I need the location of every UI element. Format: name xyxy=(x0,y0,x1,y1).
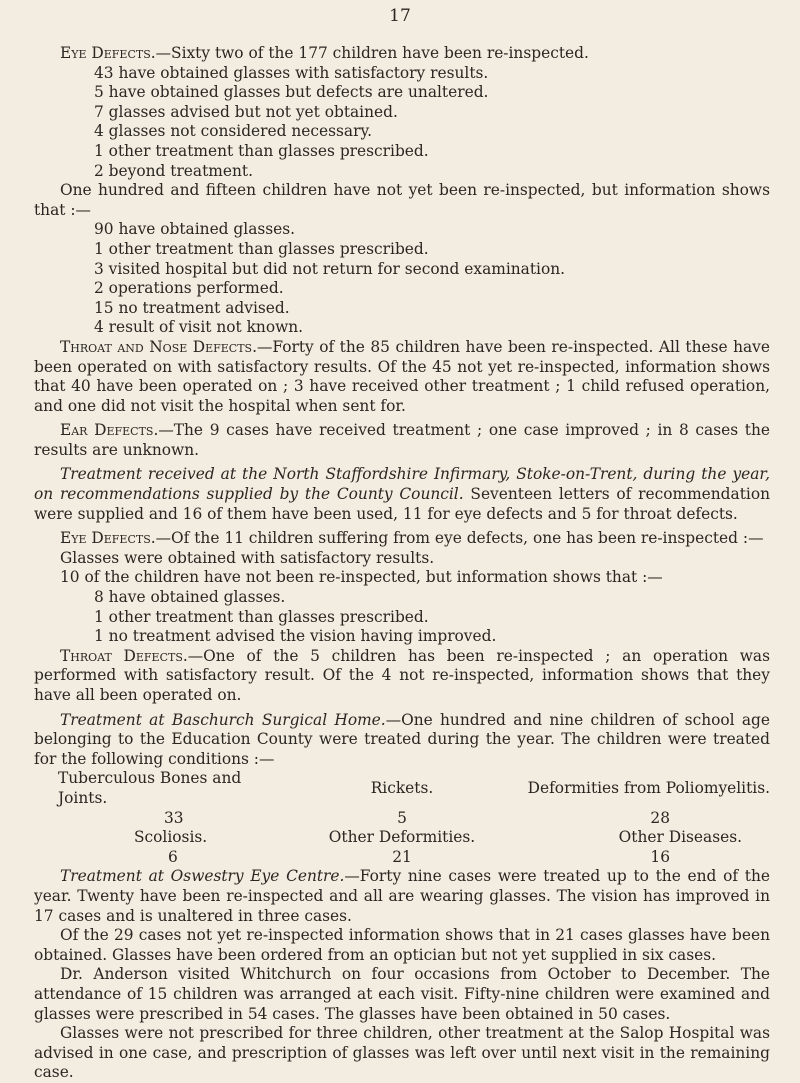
section-heading: Throat and Nose Defects. xyxy=(60,337,257,356)
list-item: Glasses were obtained with satisfactory results. xyxy=(60,548,435,567)
table-row xyxy=(34,809,770,829)
list-item: 15 no treatment advised. xyxy=(94,298,290,317)
section-heading: Ear Defects. xyxy=(60,421,159,440)
table-row xyxy=(34,828,770,848)
table-cell: Deformities from Poliomyelitis. xyxy=(527,779,770,798)
nsi-paragraph xyxy=(34,465,770,524)
page-number: 17 xyxy=(389,6,411,26)
eye-defects-2-paragraph xyxy=(34,529,770,549)
list-item: 4 result of visit not known. xyxy=(94,318,304,337)
section-heading: Eye Defects. xyxy=(60,529,156,548)
list-item: 2 beyond treatment. xyxy=(94,161,253,180)
oswestry-paragraph-2: Of the 29 cases not yet re-inspected information shows that in 21 cases glasses have been obtained. Glasses have been ordered from an optician but not yet supplied in six cases. xyxy=(34,926,770,964)
table-row xyxy=(34,848,770,868)
table-cell: 21 xyxy=(392,847,412,866)
section-heading: Treatment at Baschurch Surgical Home. xyxy=(60,710,386,729)
list-item: 3 visited hospital but did not return for second examination. xyxy=(94,259,566,278)
list-item: 1 no treatment advised the vision having improved. xyxy=(94,627,497,646)
baschurch-paragraph xyxy=(34,711,770,770)
table-cell: Other Deformities. xyxy=(328,828,476,847)
list-item: 1 other treatment than glasses prescribed. xyxy=(94,607,429,626)
list-item: 5 have obtained glasses but defects are unaltered. xyxy=(94,83,489,102)
table-cell: Scoliosis. xyxy=(134,828,208,847)
paragraph-text: —The 9 cases have received treatment ; one case improved ; in 8 cases the results are unknown. xyxy=(34,421,770,459)
paragraph-text: —One hundred and nine children of school age belonging to the Education County were treated during the year. The children were treated for the following conditions :— xyxy=(34,710,770,768)
table-cell: 16 xyxy=(650,847,670,866)
list-item: 7 glasses advised but not yet obtained. xyxy=(94,102,398,121)
body-text xyxy=(34,44,770,1083)
ear-paragraph xyxy=(34,421,770,460)
table-cell: 33 xyxy=(164,808,184,827)
throat-nose-paragraph xyxy=(34,338,770,416)
paragraph-text: —Forty of the 85 children have been re-inspected. All these have been operated on with satisfactory results. Of the 45 not yet re-inspected, information shows that 40 have been operated on ; 3 have received other treatment ; 1 child refused operation, and one did not visit the hospital when sent for. xyxy=(34,337,770,415)
paragraph-text: —Sixty two of the 177 children have been re-inspected. xyxy=(155,44,589,62)
eye-defects-paragraph xyxy=(34,44,770,64)
oswestry-paragraph-4: Glasses were not prescribed for three children, other treatment at the Salop Hospital was advised in one case, and prescription of glasses was left over until next visit in the remaining case. xyxy=(34,1024,770,1082)
section-heading: Treatment at Oswestry Eye Centre. xyxy=(60,867,345,886)
oswestry-paragraph-3: Dr. Anderson visited Whitchurch on four occasions from October to December. The attendance of 15 children was arranged at each visit. Fifty-nine children were examined and glasses were prescribed in 54 cases. The glasses have been obtained in 50 cases. xyxy=(34,965,770,1023)
table-cell: Rickets. xyxy=(370,779,434,798)
list-item: 1 other treatment than glasses prescribed. xyxy=(94,141,429,160)
list-item: 90 have obtained glasses. xyxy=(94,220,296,239)
throat-2-paragraph xyxy=(34,647,770,706)
table-cell: 6 xyxy=(168,847,178,866)
oswestry-paragraph xyxy=(34,867,770,926)
section-heading: Treatment received at the North Staffordshire Infirmary, Stoke-on-Trent, during the year, on recommendations supplied by the County Council. xyxy=(34,465,770,504)
list-item: 1 other treatment than glasses prescribed. xyxy=(94,239,429,258)
table-cell: 5 xyxy=(397,808,407,827)
list-item: 8 have obtained glasses. xyxy=(94,588,286,607)
section-heading: Eye Defects. xyxy=(60,44,156,62)
table-cell: Other Diseases. xyxy=(618,828,742,847)
paragraph-text: Seventeen letters of recommendation were supplied and 16 of them have been used, 11 for eye defects and 5 for throat defects. xyxy=(34,485,770,523)
not-reinspected-paragraph: One hundred and fifteen children have not yet been re-inspected, but information shows that :— xyxy=(34,181,770,219)
table-row xyxy=(34,769,770,808)
conditions-table xyxy=(34,769,770,867)
paragraph-text: —Forty nine cases were treated up to the end of the year. Twenty have been re-inspected and all are wearing glasses. The vision has improved in 17 cases and is unaltered in three cases. xyxy=(34,867,770,925)
section-heading: Throat Defects. xyxy=(60,646,188,665)
paragraph-text: —One of the 5 children has been re-inspected ; an operation was performed with satisfactory result. Of the 4 not re-inspected, information shows that they have all been operated on. xyxy=(34,646,770,704)
list-item: 43 have obtained glasses with satisfactory results. xyxy=(94,63,489,82)
table-cell: Tuberculous Bones and Joints. xyxy=(58,769,242,807)
paragraph-text: —Of the 11 children suffering from eye defects, one has been re-inspected :— xyxy=(155,529,764,548)
table-cell: 28 xyxy=(650,808,670,827)
list-item: 10 of the children have not been re-inspected, but information shows that :— xyxy=(60,568,663,587)
list-item: 2 operations performed. xyxy=(94,279,284,298)
list-item: 4 glasses not considered necessary. xyxy=(94,122,372,141)
